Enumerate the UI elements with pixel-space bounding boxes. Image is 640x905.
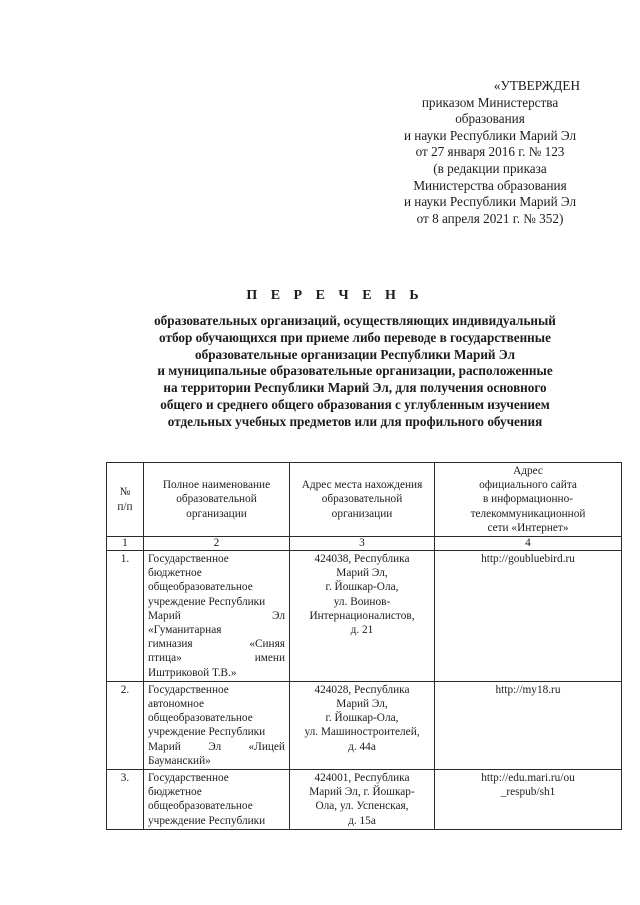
organization-name — [144, 681, 290, 769]
text-word: Марий — [148, 740, 181, 753]
text-word: «Синяя — [249, 638, 285, 651]
header-number — [107, 463, 144, 537]
name-line: общеобразовательное — [148, 712, 253, 725]
header-line: организации — [186, 507, 247, 520]
name-line: автономное — [148, 698, 204, 711]
name-line: Государственное — [148, 553, 229, 566]
organization-address — [290, 770, 435, 830]
address-line: д. 44а — [348, 740, 376, 753]
website-link[interactable] — [435, 551, 622, 682]
name-line: Бауманский» — [148, 754, 211, 767]
table-body — [107, 551, 622, 830]
address-line: г. Йошкар-Ола, — [325, 712, 399, 725]
header-line: Полное наименование — [162, 479, 271, 492]
name-line: бюджетное — [148, 786, 202, 799]
header-line: Адрес — [513, 465, 543, 477]
approval-line: и науки Республики Марий Эл — [403, 194, 577, 210]
header-line: образовательной — [321, 493, 403, 506]
address-line: д. 15а — [348, 814, 376, 827]
address-line: ул. Машиностроителей, — [304, 726, 420, 739]
organization-address — [290, 551, 435, 682]
header-website — [435, 463, 622, 537]
subtitle-line: образовательные организации Республики Марий Эл — [195, 346, 515, 362]
approval-line: образования — [455, 111, 525, 127]
website-link[interactable] — [435, 681, 622, 769]
header-full-name — [144, 463, 290, 537]
address-line: 424001, Республика — [314, 772, 410, 785]
organization-name — [144, 770, 290, 830]
approval-line: «УТВЕРЖДЕН — [493, 78, 580, 93]
approval-line: от 27 января 2016 г. № 123 — [415, 144, 565, 160]
subtitle-line: общего и среднего общего образования с углубленным изучением — [160, 396, 550, 412]
subtitle-line: образовательных организаций, осуществляющих индивидуальный — [154, 313, 556, 328]
table-row — [107, 770, 622, 830]
name-line: общеобразовательное — [148, 581, 253, 594]
name-line: Иштриковой Т.В.» — [148, 666, 237, 679]
table-header-row — [107, 463, 622, 537]
organizations-table — [106, 462, 622, 830]
approval-block — [380, 78, 600, 227]
address-line: 424038, Республика — [314, 553, 410, 566]
subtitle-line: отдельных учебных предметов или для профильного обучения — [167, 413, 543, 429]
website-link[interactable] — [435, 770, 622, 830]
address-line: Интернационалистов, — [309, 609, 415, 622]
table-row — [107, 681, 622, 769]
header-line: сети «Интернет» — [487, 521, 569, 534]
row-number: 1. — [107, 551, 144, 682]
website-line: http://edu.mari.ru/ou — [481, 772, 575, 785]
document-title: П Е Р Е Ч Е Н Ь — [246, 288, 424, 303]
address-line: Марий Эл, — [336, 567, 388, 580]
website-line: http://my18.ru — [495, 683, 561, 696]
name-line: бюджетное — [148, 567, 202, 580]
name-line — [148, 740, 285, 754]
name-line — [148, 637, 285, 651]
address-line: д. 21 — [350, 624, 374, 637]
subtitle-line: отбор обучающихся при приеме либо переводе в государственные — [159, 329, 551, 345]
column-number: 4 — [435, 537, 622, 551]
header-line: организации — [331, 507, 393, 520]
approval-line: (в редакции приказа — [433, 160, 547, 176]
name-line: учреждение Республики — [148, 814, 266, 827]
header-line: п/п — [117, 500, 133, 513]
website-line: http://goubluebird.ru — [481, 553, 575, 566]
address-line: Марий Эл, г. Йошкар- — [309, 786, 415, 799]
text-word: Эл — [208, 740, 222, 753]
text-word: имени — [254, 652, 285, 665]
name-line — [148, 651, 285, 665]
text-word: Марий — [148, 609, 181, 622]
column-number: 3 — [290, 537, 435, 551]
address-line: г. Йошкар-Ола, — [325, 581, 399, 594]
text-word: «Лицей — [248, 740, 285, 753]
header-line: в информационно- — [482, 493, 574, 506]
header-line: образовательной — [176, 493, 257, 506]
address-line: ул. Воинов- — [333, 595, 391, 608]
table-row — [107, 551, 622, 682]
text-word: гимназия — [148, 638, 193, 651]
subtitle-line: и муниципальные образовательные организации, расположенные — [157, 363, 553, 379]
name-line — [148, 609, 285, 623]
row-number: 3. — [107, 770, 144, 830]
address-line: 424028, Республика — [314, 683, 410, 696]
row-number: 2. — [107, 681, 144, 769]
name-line: учреждение Республики — [148, 595, 266, 608]
approval-line: от 8 апреля 2021 г. № 352) — [416, 210, 564, 226]
column-number-row — [107, 537, 622, 551]
approval-line: и науки Республики Марий Эл — [403, 127, 577, 143]
address-line: Марий Эл, — [336, 698, 388, 711]
address-line: Ола, ул. Успенская, — [315, 800, 409, 813]
document-subtitle — [105, 313, 605, 431]
column-number: 2 — [144, 537, 290, 551]
name-line: Государственное — [148, 772, 229, 785]
header-line: телекоммуникационной — [470, 507, 586, 520]
name-line: Государственное — [148, 683, 229, 696]
header-line: официального сайта — [479, 479, 577, 492]
subtitle-line: на территории Республики Марий Эл, для получения основного — [163, 380, 547, 396]
organization-name — [144, 551, 290, 682]
header-line: № — [119, 486, 131, 499]
column-number: 1 — [107, 537, 144, 551]
name-line: учреждение Республики — [148, 726, 266, 739]
text-word: птица» — [148, 652, 182, 665]
text-word: Эл — [272, 609, 285, 622]
name-line: «Гуманитарная — [148, 624, 222, 637]
organization-address — [290, 681, 435, 769]
name-line: общеобразовательное — [148, 800, 253, 813]
approval-line: приказом Министерства — [421, 94, 559, 110]
header-address — [290, 463, 435, 537]
approval-line: Министерства образования — [413, 177, 567, 193]
website-line: _respub/sh1 — [500, 786, 556, 799]
header-line: Адрес места нахождения — [301, 479, 423, 492]
